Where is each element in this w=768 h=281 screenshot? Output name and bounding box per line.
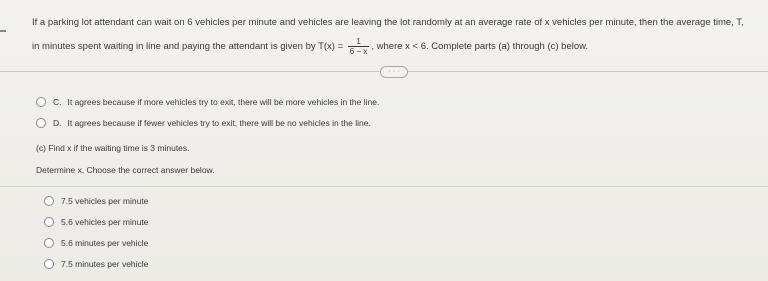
option-letter: C. <box>53 97 62 107</box>
problem-statement <box>32 11 762 59</box>
answer-text: 5.6 vehicles per minute <box>61 217 149 227</box>
answer-option-2[interactable] <box>44 217 148 227</box>
answer-text: 7.5 minutes per vehicle <box>61 259 149 269</box>
option-text: It agrees because if fewer vehicles try to exit, there will be no vehicles in the line. <box>67 118 371 128</box>
radio-button[interactable] <box>36 118 46 128</box>
answer-text: 7.5 vehicles per minute <box>61 196 149 206</box>
problem-line-2: in minutes spent waiting in line and paying the attendant is given by T(x) = $\frac{1}{6 - x}$ , where x < 6. Complete parts (a) through (c) below. <box>32 36 589 56</box>
faint-separator <box>0 186 768 187</box>
radio-button[interactable] <box>44 259 54 269</box>
radio-button[interactable] <box>44 217 54 227</box>
radio-button[interactable] <box>44 238 54 248</box>
answer-text: 5.6 minutes per vehicle <box>61 238 149 248</box>
fraction-denominator: 6 − x <box>349 46 368 56</box>
radio-button[interactable] <box>44 196 54 206</box>
option-letter: D. <box>53 118 62 128</box>
option-text: It agrees because if more vehicles try to exit, there will be more vehicles in the line. <box>67 97 380 107</box>
answer-option-1[interactable] <box>44 196 148 206</box>
side-marker <box>0 30 6 32</box>
answer-option-3[interactable] <box>44 238 148 248</box>
fraction-numerator: 1 <box>348 37 370 47</box>
option-d[interactable] <box>36 118 371 128</box>
part-c-prompt: (c) Find x if the waiting time is 3 minutes. <box>36 143 190 153</box>
expand-more-button[interactable]: · · · <box>380 66 408 78</box>
fraction <box>348 37 370 56</box>
problem-line-1: If a parking lot attendant can wait on 6 vehicles per minute and vehicles are leaving the lot randomly at an average rate of x vehicles per minute, then the average time, T, <box>32 17 744 28</box>
radio-button[interactable] <box>36 97 46 107</box>
part-c-instruction: Determine x. Choose the correct answer below. <box>36 165 215 175</box>
option-c[interactable] <box>36 97 379 107</box>
answer-option-4[interactable] <box>44 259 148 269</box>
